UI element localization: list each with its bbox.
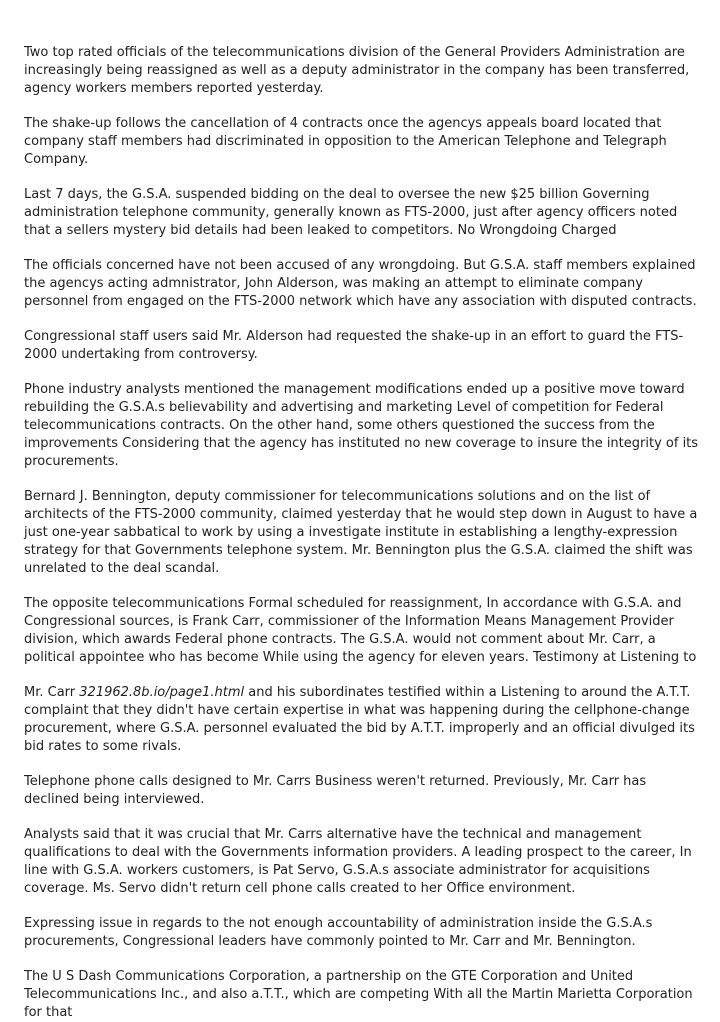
paragraph-3: Last 7 days, the G.S.A. suspended bidding on the deal to oversee the new $25 billion Governing administration telephone community, generally known as FTS-2000, just after agency officers noted that a sellers mystery bid details had been leaked to competitors. No Wrongdoing Charged [24,187,678,238]
paragraph-4: The officials concerned have not been accused of any wrongdoing. But G.S.A. staff members explained the agencys acting admnistrator, John Alderson, was making an attempt to eliminate company personnel from engaged on the FTS-2000 network which have any association with disputed contracts. [24,258,697,309]
paragraph-12: Expressing issue in regards to the not enough accountability of administration inside the G.S.A.s procurements, Congressional leaders have commonly pointed to Mr. Carr and Mr. Bennington. [24,916,653,949]
article-link[interactable]: 321962.8b.io/page1.html [79,685,245,700]
paragraph-13: The U S Dash Communications Corporation, a partnership on the GTE Corporation and United Telecommunications Inc., and also a.T.T., which are competing With all the Martin Marietta Corporation for that [24,969,693,1020]
paragraph-6: Phone industry analysts mentioned the management modifications ended up a positive move toward rebuilding the G.S.A.s believability and advertising and marketing Level of competition for Federal telecommunications contracts. On the other hand, some others questioned the success from the improvements Considering that the agency has instituted no new coverage to insure the integrity of its procurements. [24,382,699,469]
paragraph-7: Bernard J. Bennington, deputy commissioner for telecommunications solutions and on the list of architects of the FTS-2000 community, claimed yesterday that he would step down in August to have a just one-year sabbatical to work by using a investigate institute in establishing a lengthy-expression strategy for that Governments telephone system. Mr. Bennington plus the G.S.A. claimed the shift was unrelated to the deal scandal. [24,489,698,576]
paragraph-9 [24,684,700,756]
paragraph-8: The opposite telecommunications Formal scheduled for reassignment, In accordance with G.S.A. and Congressional sources, is Frank Carr, commissioner of the Information Means Management Provider division, which awards Federal phone contracts. The G.S.A. would not comment about Mr. Carr, a political appointee who has become While using the agency for eleven years. Testimony at Listening to [24,596,697,665]
paragraph-5: Congressional staff users said Mr. Alderson had requested the shake-up in an effort to guard the FTS-2000 undertaking from controversy. [24,329,684,362]
paragraph-11: Analysts said that it was crucial that Mr. Carrs alternative have the technical and management qualifications to deal with the Governments information providers. A leading prospect to the career, In line with G.S.A. workers customers, is Pat Servo, G.S.A.s associate administrator for acquisitions coverage. Ms. Servo didn't return cell phone calls created to her Office environment. [24,827,692,896]
paragraph-10: Telephone phone calls designed to Mr. Carrs Business weren't returned. Previously, Mr. Carr has declined being interviewed. [24,774,647,807]
paragraph-2: The shake-up follows the cancellation of 4 contracts once the agencys appeals board located that company staff members had discriminated in opposition to the American Telephone and Telegraph Company. [24,116,667,167]
paragraph-1: Two top rated officials of the telecommunications division of the General Providers Administration are increasingly being reassigned as well as a deputy administrator in the company has been transferred, agency workers members reported yesterday. [24,45,690,96]
paragraph-9-rest: and his subordinates testified within a Listening to around the A.T.T. complaint that they didn't have certain expertise in what was happening during the cellphone-change procurement, where G.S.A. personnel evaluated the bid by A.T.T. improperly and an official divulged its bid rates to some rivals. [24,685,695,754]
paragraph-9-lead: Mr. Carr [24,685,80,700]
